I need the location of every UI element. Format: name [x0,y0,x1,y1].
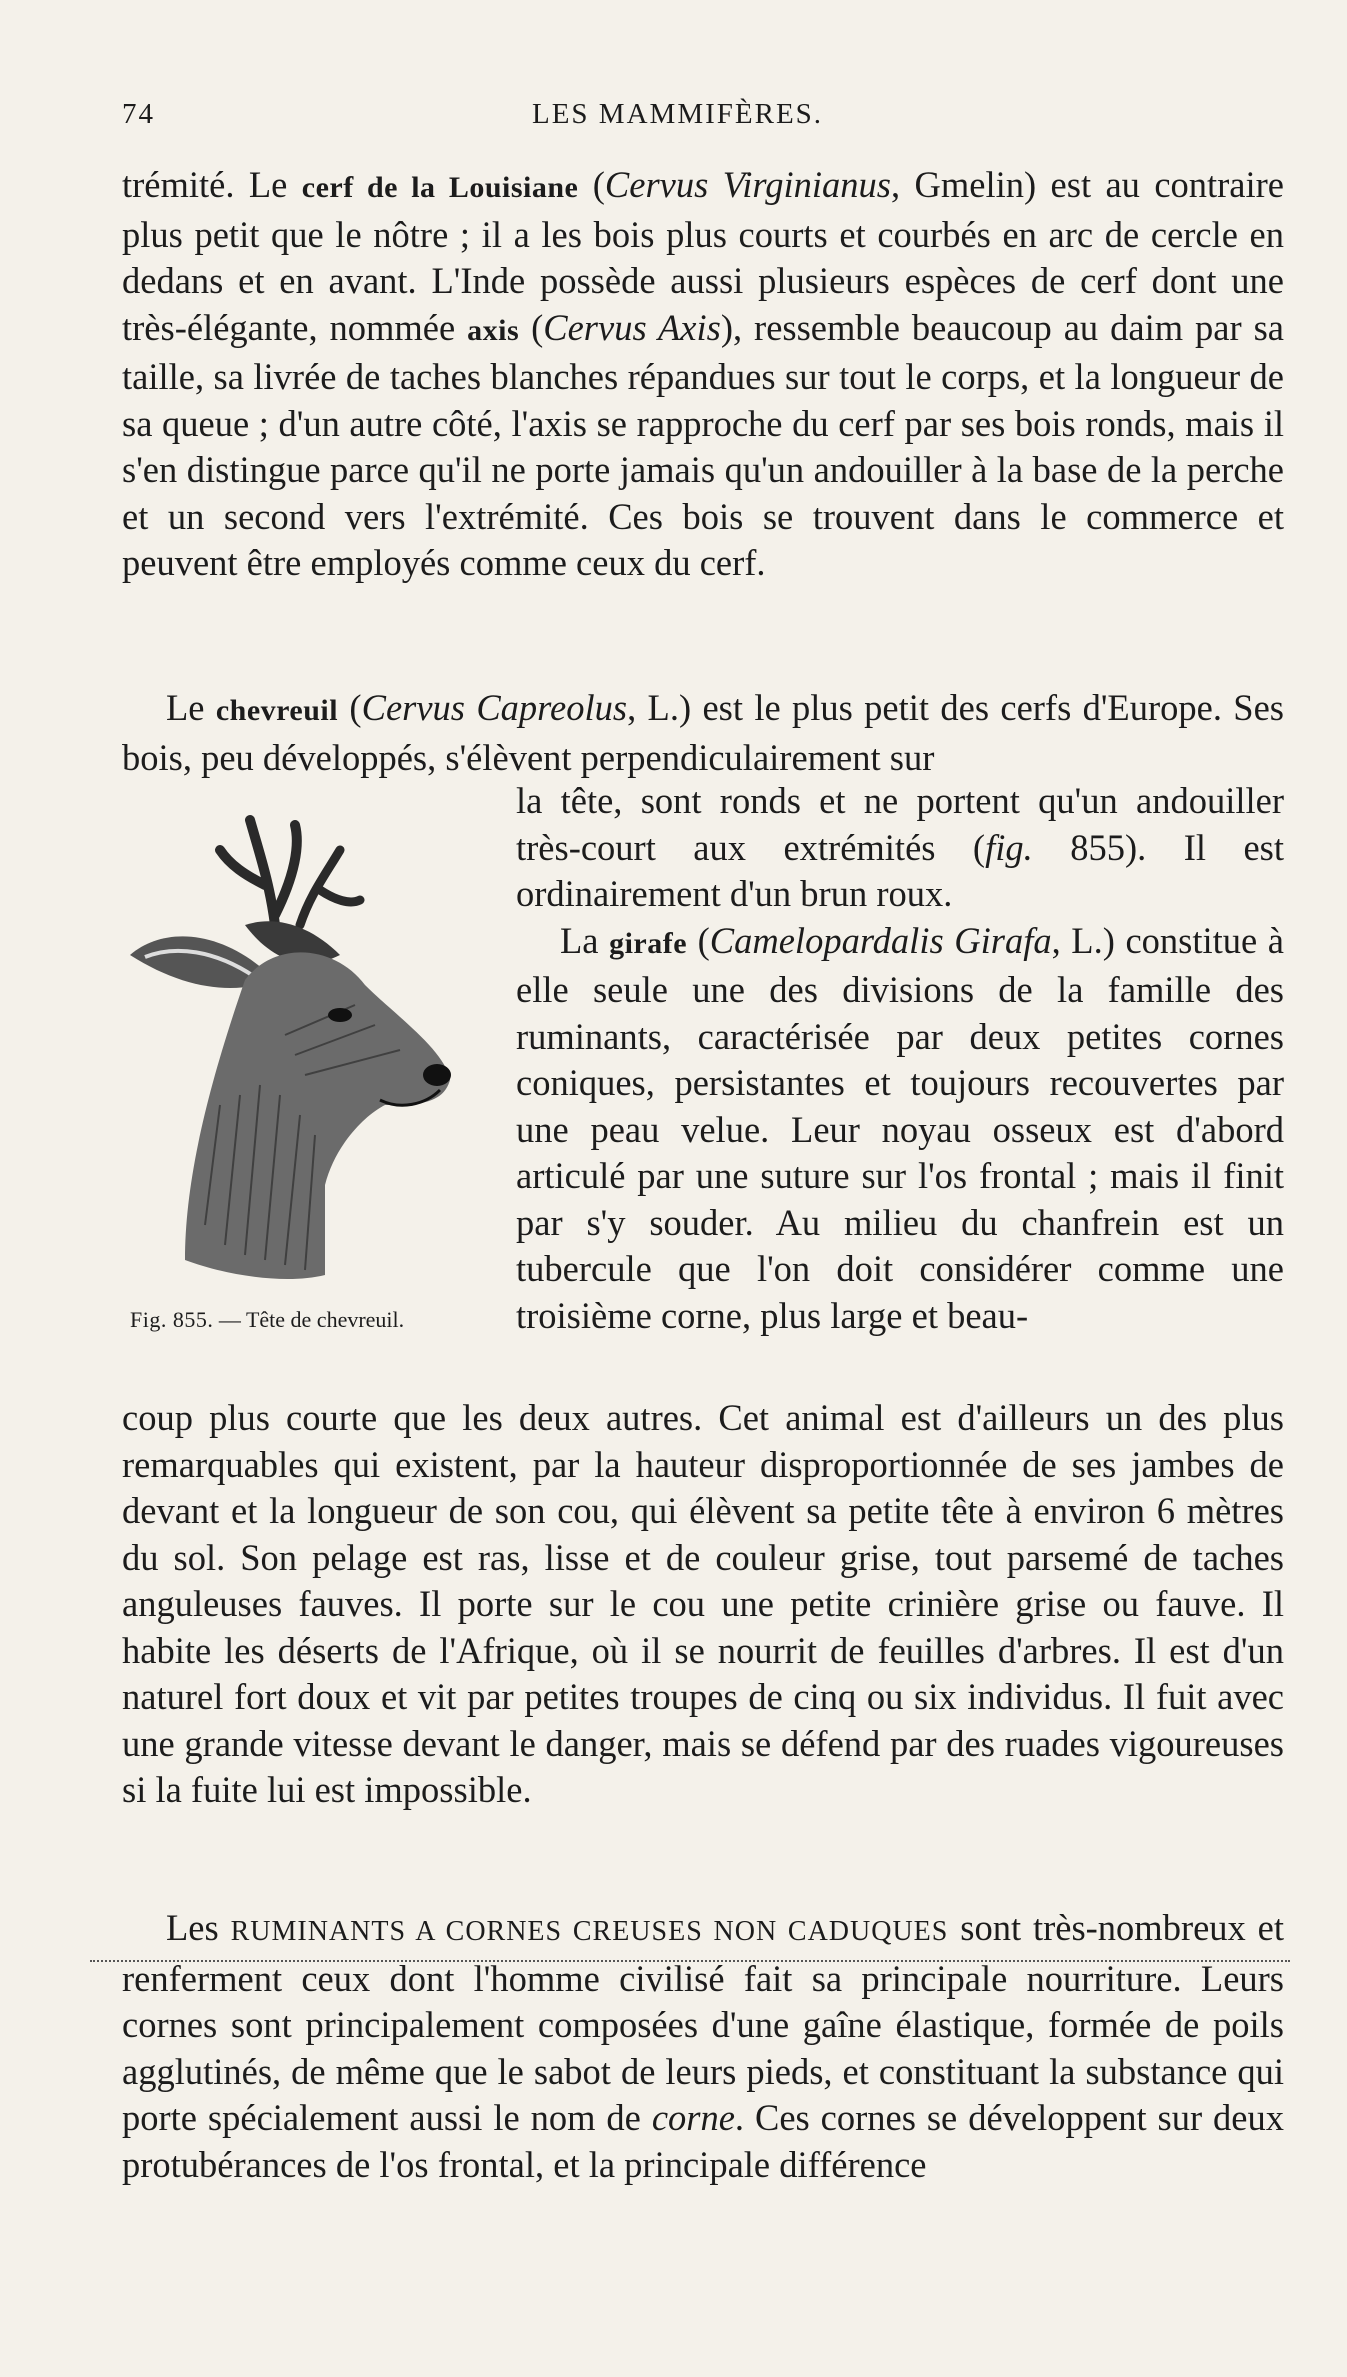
text-run: ( [338,687,362,728]
latin-name: Camelopardalis Girafa [709,919,1052,961]
latin-name: Cervus Virginianus [604,164,892,205]
running-title: LES MAMMIFÈRES. [532,98,824,130]
text-run: Les [166,1907,231,1948]
page-number: 74 [122,98,155,130]
paragraph-chevreuil [122,685,1284,781]
term-chevreuil: chevreuil [215,694,339,727]
text-run: , L.) est le plus petit des cerfs d'Europe. Ses bois, peu développés, s'élèvent perpendiculairement sur [122,687,1284,778]
text-run: La [560,919,610,961]
text-run: coup plus courte que les deux autres. Cet animal est d'ailleurs un des plus remarquables qui existent, par la hauteur disproportionnée de ses jambes de devant et la longueur de son cou, qui élèvent sa petite tête à environ 6 mètres du sol. Son pelage est ras, lisse et de couleur grise, tout parsemé de taches anguleuses fauves. Il porte sur le cou une petite crinière grise ou fauve. Il habite les déserts de l'Afrique, où il se nourrit de feuilles d'arbres. Il est d'un naturel fort doux et vit par petites troupes de cinq ou six individus. Il fuit avec une grande vitesse devant le danger, mais se défend par des ruades vigoureuses si la fuite lui est impossible. [122,1397,1284,1810]
figure-caption [130,1307,510,1333]
text-run: Le [166,687,216,728]
term-girafe: girafe [609,926,688,960]
page-header [122,98,1282,142]
term-corne: corne [651,2097,735,2138]
text-run: ( [578,164,605,205]
latin-name: Cervus Capreolus [361,687,628,728]
latin-name: Cervus Axis [543,306,721,348]
term-cerf-louisiane: cerf de la Louisiane [301,171,579,204]
paragraph-column [516,778,1284,1339]
section-term-ruminants: RUMINANTS A CORNES CREUSES NON CADUQUES [230,1916,949,1947]
paragraph-cerf [122,162,1284,587]
text-run: , L.) constitue à elle seule une des divisions de la famille des ruminants, caractérisée par deux petites cornes coniques, persistantes et toujours recouvertes par une peau velue. Leur noyau osseux est d'abord articulé par une suture sur l'os frontal ; mais il finit par s'y souder. Au milieu du chanfrein est un tubercule que l'on doit considérer comme une troisième corne, plus large et beau- [516,919,1284,1336]
text-run: , Gmelin) est au contraire plus petit que le nôtre ; il a les bois plus courts et courbés en arc de cercle en dedans et en avant. L'Inde possède aussi plusieurs espèces de cerf dont une très-élégante, nommée [122,164,1285,348]
figure-chevreuil-head [125,805,495,1325]
caption-label: Fig. 855. [130,1307,214,1332]
paragraph-girafe [516,918,1284,1340]
text-run: ( [519,306,544,348]
text-run: sont très-nombreux et renferment ceux dont l'homme civilisé fait sa principale nourriture. Leurs cornes sont principalement composées d'une gaîne élastique, formée de poils agglutinés, de même que le sabot de leurs pieds, et constituant la substance qui porte spécialement aussi le nom de [122,1907,1285,2138]
paragraph-ruminants [122,1905,1284,2188]
paragraph-girafe-continued [122,1395,1284,1814]
figure-ref: fig. [985,826,1033,868]
roe-deer-illustration [125,805,495,1295]
caption-text: — Tête de chevreuil. [218,1307,405,1332]
text-run: 855). Il est ordinairement d'un brun roux. [516,826,1284,914]
text-run: ), ressemble beaucoup au daim par sa taille, sa livrée de taches blanches répandues sur tout le corps, et la longueur de sa queue ; d'un autre côté, l'axis se rapproche du cerf par ses bois ronds, mais il s'en distingue parce qu'il ne porte jamais qu'un andouiller à la base de la perche et un second vers l'extrémité. Ces bois se trouvent dans le commerce et peuvent être employés comme ceux du cerf. [122,306,1285,583]
text-run: ( [687,919,710,961]
text-run: trémité. Le [122,164,302,205]
text-run: la tête, sont ronds et ne portent qu'un andouiller très-court aux extrémités ( [516,780,1284,868]
term-axis: axis [467,313,520,347]
text-run: . Ces cornes se développent sur deux protubérances de l'os frontal, et la principale différence [122,2097,1285,2185]
